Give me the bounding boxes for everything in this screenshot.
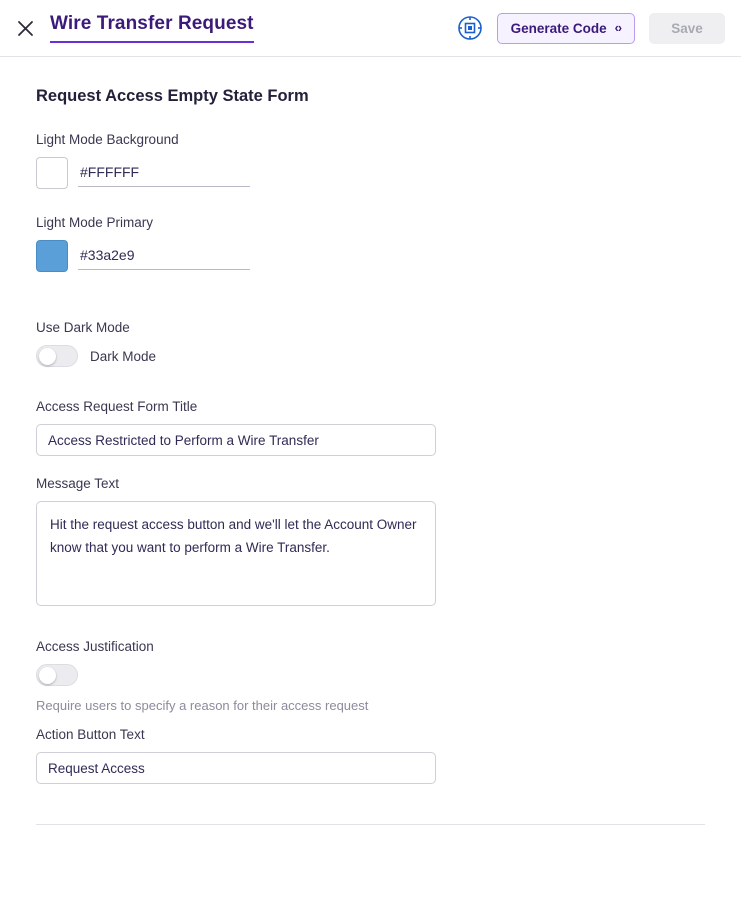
light-mode-background-input[interactable] xyxy=(78,160,250,187)
light-mode-primary-label: Light Mode Primary xyxy=(36,215,154,230)
access-justification-group xyxy=(36,639,705,713)
close-icon[interactable] xyxy=(10,13,40,43)
toggle-knob-icon xyxy=(39,667,56,684)
access-justification-helper: Require users to specify a reason for their access request xyxy=(36,698,369,713)
form-panel xyxy=(0,57,741,825)
spacer xyxy=(36,456,705,476)
target-hex-icon[interactable] xyxy=(457,15,483,41)
app-header xyxy=(0,0,741,57)
light-mode-background-row xyxy=(36,157,705,189)
section-title: Request Access Empty State Form xyxy=(36,87,309,105)
message-text-textarea[interactable] xyxy=(36,501,436,606)
light-mode-primary-row xyxy=(36,240,705,272)
toggle-knob-icon xyxy=(39,348,56,365)
dark-mode-toggle-label: Dark Mode xyxy=(90,348,157,364)
access-justification-toggle[interactable] xyxy=(36,664,78,686)
action-button-text-input[interactable] xyxy=(36,752,436,784)
form-title-input[interactable] xyxy=(36,424,436,456)
access-justification-toggle-row xyxy=(36,664,705,686)
code-chevrons-icon: ‹› xyxy=(614,21,621,35)
generate-code-button[interactable] xyxy=(497,13,635,44)
spacer xyxy=(36,611,705,639)
light-mode-primary-group xyxy=(36,215,705,272)
light-mode-background-swatch[interactable] xyxy=(36,157,68,189)
access-justification-label: Access Justification xyxy=(36,639,154,654)
spacer xyxy=(36,367,705,399)
message-text-group xyxy=(36,476,705,611)
action-button-text-group xyxy=(36,727,705,784)
use-dark-mode-group xyxy=(36,320,705,367)
light-mode-primary-swatch[interactable] xyxy=(36,240,68,272)
save-button[interactable]: Save xyxy=(649,13,725,44)
dark-mode-toggle-row xyxy=(36,345,705,367)
dark-mode-toggle[interactable] xyxy=(36,345,78,367)
section-divider xyxy=(36,824,705,825)
use-dark-mode-label: Use Dark Mode xyxy=(36,320,130,335)
light-mode-primary-input[interactable] xyxy=(78,243,250,270)
generate-code-label: Generate Code xyxy=(510,20,607,36)
light-mode-background-label: Light Mode Background xyxy=(36,132,179,147)
spacer xyxy=(36,713,705,727)
message-text-label: Message Text xyxy=(36,476,120,491)
spacer xyxy=(36,298,705,320)
form-title-label: Access Request Form Title xyxy=(36,399,198,414)
light-mode-background-group xyxy=(36,132,705,189)
action-button-text-label: Action Button Text xyxy=(36,727,145,742)
page-title-wrap xyxy=(50,13,254,43)
form-title-group xyxy=(36,399,705,456)
page-title: Wire Transfer Request xyxy=(50,13,254,43)
